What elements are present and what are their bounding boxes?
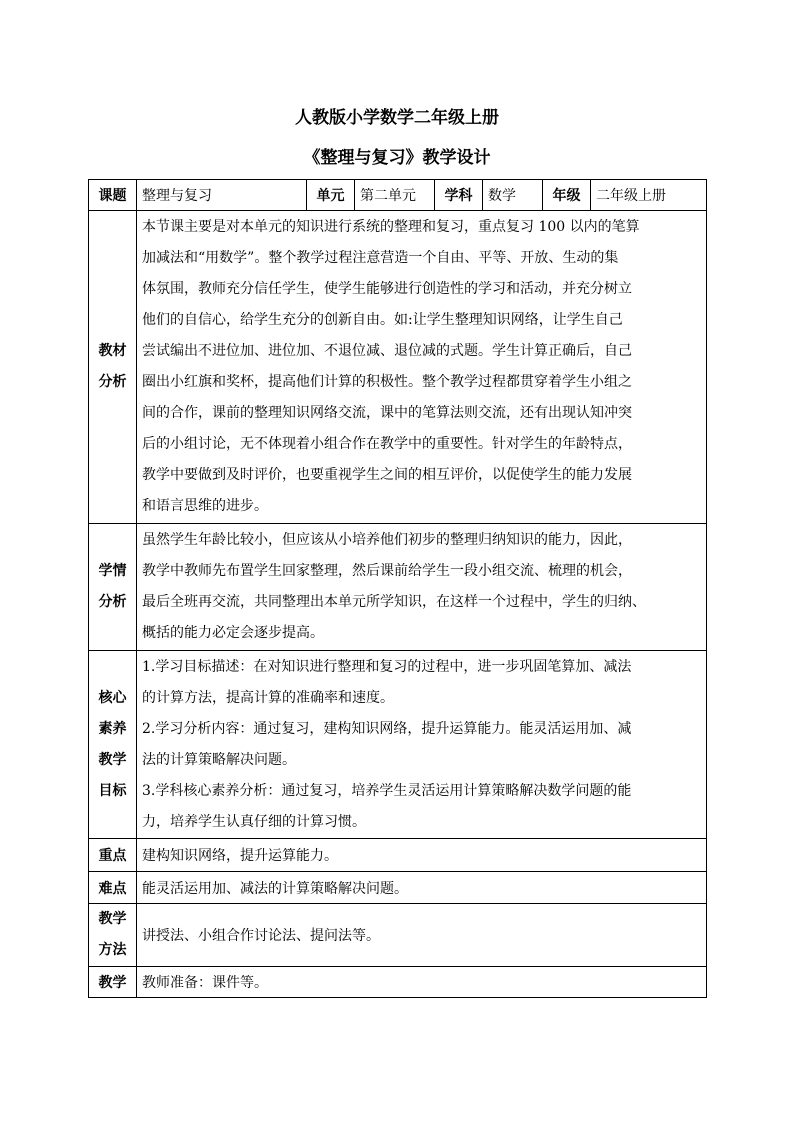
topic-label: 课题 [89, 180, 137, 211]
lesson-plan-table [88, 179, 707, 998]
material-analysis-row [89, 211, 707, 524]
material-line: 加减法和“用数学”。整个教学过程注意营造一个自由、平等、开放、生动的集 [142, 250, 619, 266]
unit-value: 第二单元 [355, 180, 435, 211]
material-analysis-label-line1: 教材 [98, 343, 127, 359]
key-point-label: 重点 [89, 839, 137, 872]
methods-row [89, 904, 707, 967]
goal-line: 2.学习分析内容：通过复习，建构知识网络，提升运算能力。能灵活运用加、减 [142, 720, 632, 737]
methods-label [89, 904, 137, 967]
difficulty-label: 难点 [89, 872, 137, 904]
grade-value: 二年级上册 [591, 180, 707, 211]
student-line: 教学中教师先布置学生回家整理，然后课前给学生一段小组交流、梳理的机会， [142, 563, 632, 579]
core-goals-row [89, 651, 707, 839]
material-line: 圈出小红旗和奖杯，提高他们计算的积极性。整个教学过程都贯穿着学生小组之 [142, 374, 632, 390]
material-analysis-label-line2: 分析 [98, 374, 127, 390]
goal-line: 3.学科核心素养分析：通过复习，培养学生灵活运用计算策略解决数学问题的能 [142, 782, 632, 799]
core-goals-label-line: 素养 [98, 720, 127, 737]
material-line: 和语言思维的进步。 [142, 498, 268, 514]
student-analysis-content [137, 524, 707, 651]
preparation-row [89, 967, 707, 998]
material-analysis-label [89, 211, 137, 524]
student-analysis-label-line1: 学情 [98, 563, 127, 579]
material-line: 本节课主要是对本单元的知识进行系统的整理和复习，重点复习 100 以内的笔算 [142, 219, 640, 235]
goal-line: 的计算方法，提高计算的准确率和速度。 [142, 689, 394, 706]
student-line: 概括的能力必定会逐步提高。 [142, 625, 324, 641]
goal-line: 法的计算策略解决问题。 [142, 751, 296, 768]
student-line: 虽然学生年龄比较小，但应该从小培养他们初步的整理归纳知识的能力，因此， [142, 532, 632, 548]
unit-label: 单元 [307, 180, 355, 211]
key-point-row [89, 839, 707, 872]
core-goals-label-line: 目标 [98, 782, 127, 799]
student-line: 最后全班再交流，共同整理出本单元所学知识，在这样一个过程中，学生的归纳、 [142, 594, 646, 610]
material-line: 体氛围，教师充分信任学生，使学生能够进行创造性的学习和活动，并充分树立 [142, 281, 632, 297]
material-line: 尝试编出不进位加、进位加、不退位减、退位减的式题。学生计算正确后，自己 [142, 343, 632, 359]
core-goals-content [137, 651, 707, 839]
goal-line: 1.学习目标描述：在对知识进行整理和复习的过程中，进一步巩固笔算加、减法 [142, 658, 632, 675]
methods-label-line2: 方法 [98, 942, 127, 958]
material-line: 他们的自信心，给学生充分的创新自由。如:让学生整理知识网络，让学生自己 [142, 312, 623, 328]
grade-label: 年级 [543, 180, 591, 211]
difficulty-value: 能灵活运用加、减法的计算策略解决问题。 [137, 872, 707, 904]
info-row [89, 180, 707, 211]
preparation-label: 教学 [89, 967, 137, 998]
goal-line: 力，培养学生认真仔细的计算习惯。 [142, 813, 366, 830]
topic-value: 整理与复习 [137, 180, 307, 211]
methods-value: 讲授法、小组合作讨论法、提问法等。 [137, 904, 707, 967]
key-point-value: 建构知识网络，提升运算能力。 [137, 839, 707, 872]
student-analysis-row [89, 524, 707, 651]
subject-value: 数学 [483, 180, 543, 211]
material-line: 后的小组讨论，无不体现着小组合作在教学中的重要性。针对学生的年龄特点， [142, 436, 632, 452]
difficulty-row [89, 872, 707, 904]
core-goals-label-line: 核心 [98, 689, 127, 706]
material-analysis-content [137, 211, 707, 524]
material-line: 教学中要做到及时评价，也要重视学生之间的相互评价，以促使学生的能力发展 [142, 467, 632, 483]
core-goals-label-line: 教学 [98, 751, 127, 768]
student-analysis-label [89, 524, 137, 651]
student-analysis-label-line2: 分析 [98, 594, 127, 610]
preparation-value: 教师准备：课件等。 [137, 967, 707, 998]
document-title: 人教版小学数学二年级上册 [295, 108, 499, 128]
core-goals-label [89, 651, 137, 839]
material-line: 间的合作，课前的整理知识网络交流，课中的笔算法则交流，还有出现认知冲突 [142, 405, 632, 421]
methods-label-line1: 教学 [98, 911, 127, 927]
document-subtitle: 《整理与复习》教学设计 [303, 148, 491, 168]
subject-label: 学科 [435, 180, 483, 211]
